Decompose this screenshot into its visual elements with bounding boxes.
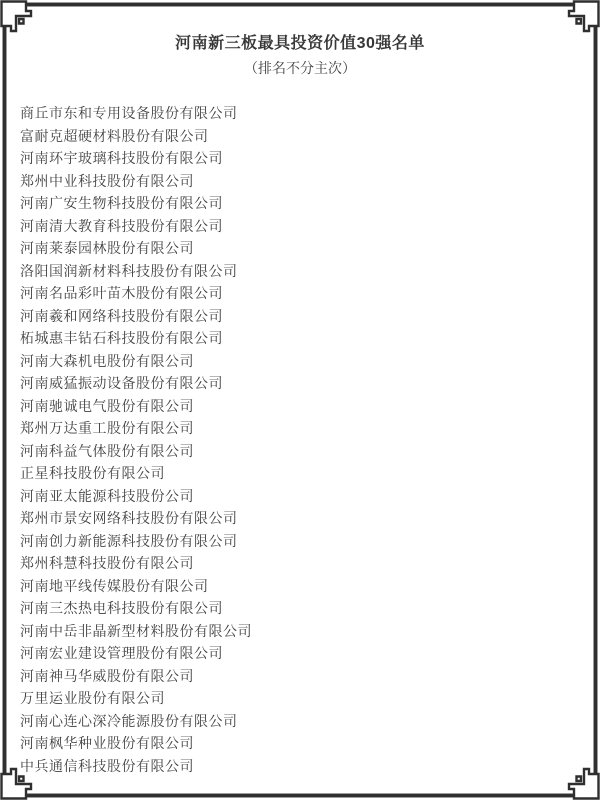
page-title: 河南新三板最具投资价值30强名单 <box>175 35 425 52</box>
list-item: 河南枫华种业股份有限公司 <box>20 735 194 751</box>
list-item: 河南创力新能源科技股份有限公司 <box>20 532 238 549</box>
list-item: 洛阳国润新材料科技股份有限公司 <box>20 262 238 279</box>
list-item: 中兵通信科技股份有限公司 <box>20 757 194 774</box>
list-item: 柘城惠丰钻石科技股份有限公司 <box>20 330 223 346</box>
list-item: 河南地平线传媒股份有限公司 <box>20 577 209 594</box>
list-item: 商丘市东和专用设备股份有限公司 <box>20 105 238 121</box>
list-item: 河南名品彩叶苗木股份有限公司 <box>20 285 223 301</box>
list-item: 河南莱泰园林股份有限公司 <box>20 240 194 256</box>
list-item: 万里运业股份有限公司 <box>20 690 165 706</box>
company-list <box>0 76 600 777</box>
list-item: 河南广安生物科技股份有限公司 <box>20 195 223 211</box>
list-item: 河南神马华威股份有限公司 <box>20 667 194 684</box>
list-item: 河南宏业建设管理股份有限公司 <box>20 645 223 661</box>
list-item: 富耐克超硬材料股份有限公司 <box>20 127 209 144</box>
list-item: 河南羲和网络科技股份有限公司 <box>20 307 223 324</box>
list-item: 河南中岳非晶新型材料股份有限公司 <box>20 622 252 639</box>
list-item: 河南大森机电股份有限公司 <box>20 352 194 369</box>
list-item: 河南驰诚电气股份有限公司 <box>20 397 194 414</box>
page-subtitle: （排名不分主次） <box>244 60 356 76</box>
list-item: 河南心连心深冷能源股份有限公司 <box>20 712 238 729</box>
list-item: 郑州科慧科技股份有限公司 <box>20 555 194 571</box>
list-item: 河南清大教育科技股份有限公司 <box>20 217 223 234</box>
list-item: 河南环宇玻璃科技股份有限公司 <box>20 150 223 166</box>
list-item: 河南科益气体股份有限公司 <box>20 442 194 459</box>
list-item: 郑州万达重工股份有限公司 <box>20 420 194 436</box>
list-item: 河南亚太能源科技股份公司 <box>20 487 194 504</box>
list-item: 河南威猛振动设备股份有限公司 <box>20 375 223 391</box>
list-item: 正星科技股份有限公司 <box>20 465 165 481</box>
list-item: 郑州中业科技股份有限公司 <box>20 172 194 189</box>
list-item: 河南三杰热电科技股份有限公司 <box>20 600 223 616</box>
list-item: 郑州市景安网络科技股份有限公司 <box>20 510 238 526</box>
